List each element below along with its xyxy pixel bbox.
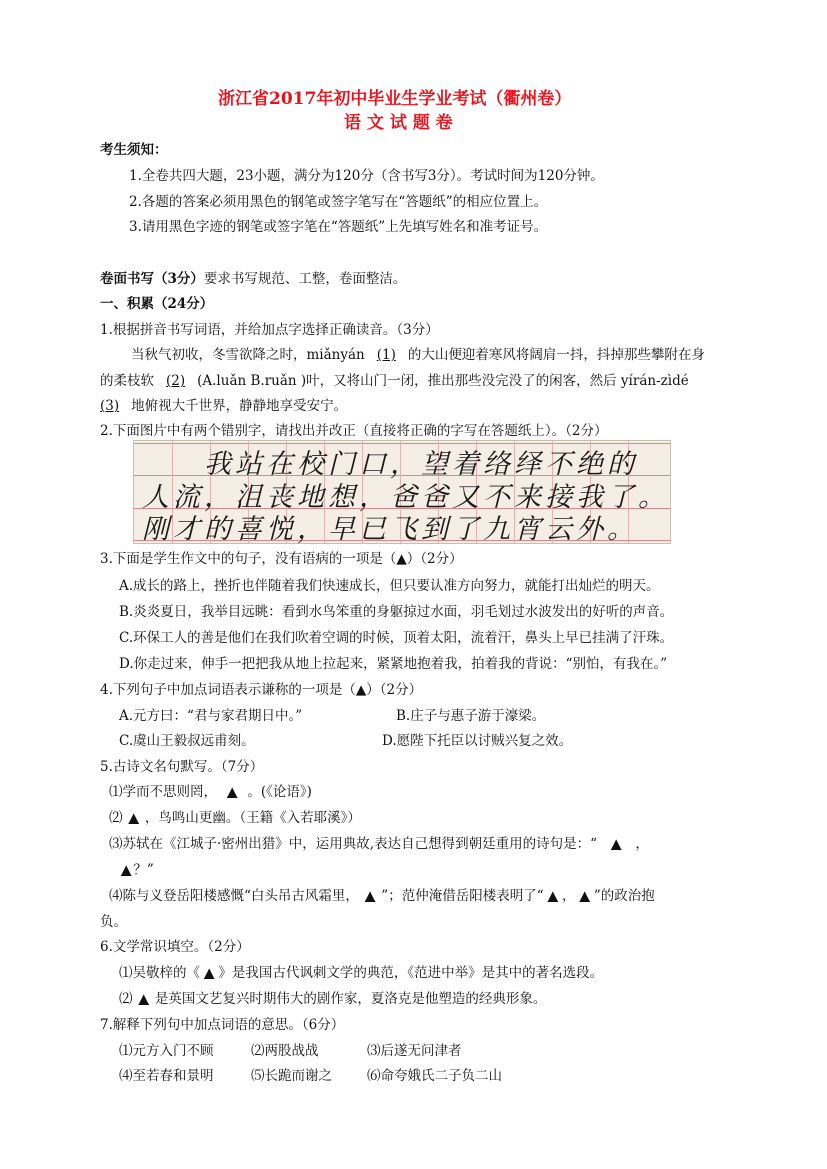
handwriting-line: 人流，沮丧地想，爸爸又不来接我了。: [142, 482, 669, 513]
notice-item: 3.请用黑色字迹的钢笔或签字笔在“答题纸”上先填写姓名和准考证号。: [129, 219, 548, 235]
writing-label: 卷面书写（3分）: [100, 271, 204, 287]
choice-option: A.成长的路上，挫折也伴随着我们快速成长，但只要认准方向努力，就能打出灿烂的明天。: [119, 578, 660, 594]
answer-blank: ▲: [610, 836, 622, 852]
question-stem: 2.下面图片中有两个错别字，请找出并改正（直接将正确的字写在答题纸上）。（2分）: [100, 423, 608, 439]
q1-line: 当秋气初收，冬雪欲降之时，miǎnyán (1) 的大山便迎着寒风将阔肩一抖，抖掉那些攀附在身: [131, 347, 705, 363]
answer-blank: ▲: [364, 888, 376, 904]
choice-option: C.环保工人的善是他们在我们吹着空调的时候，顶着太阳，流着汗，鼻头上早已挂满了汗珠。: [119, 630, 674, 646]
q6-item: ⑴吴敬梓的《 ▲ 》是我国古代讽刺文学的典范，《范进中举》是其中的著名选段。: [119, 965, 604, 981]
q5-item: ⑷陈与义登岳阳楼感慨“白头吊古风霜里， ▲ ”；范仲淹借岳阳楼表明了“ ▲ ， ▲ ”的政治抱: [109, 888, 655, 904]
q5-item: ▲ ？”: [121, 862, 154, 878]
answer-blank: ▲: [547, 888, 558, 904]
q7-item: ⑸长跪而谢之: [251, 1068, 332, 1084]
answer-blank: ▲: [227, 784, 238, 800]
choice-option: C.虞山王毅叔远甫刻。: [119, 733, 255, 749]
question-stem: 3.下面是学生作文中的句子，没有语病的一项是（▲）（2分）: [100, 551, 463, 567]
answer-blank: (2): [166, 373, 186, 389]
answer-blank: ▲: [204, 965, 215, 981]
question-stem: 4.下列句子中加点词语表示谦称的一项是（▲）（2分）: [100, 682, 423, 698]
q1-line: (3) 地俯视大千世界，静静地享受安宁。: [100, 398, 348, 414]
q5-item: ⑵ ▲ ，鸟鸣山更幽。（王籍《入若耶溪》）: [109, 810, 361, 826]
answer-blank: ▲: [138, 991, 149, 1007]
q7-item: ⑶后遂无问津者: [367, 1043, 462, 1059]
q7-item: ⑹命夸娥氏二子负二山: [367, 1068, 502, 1084]
choice-option: D.你走过来，伸手一把把我从地上拉起来，紧紧地抱着我，拍着我的背说：“别怕，有我在。”: [119, 656, 668, 672]
handwriting-line: 刚才的喜悦，早已飞到了九宵云外。: [142, 514, 638, 544]
writing-requirement: [100, 267, 406, 287]
choice-option: B.炎炎夏日，我举目远眺：看到水鸟笨重的身躯掠过水面，羽毛划过水波发出的好听的声音。: [119, 604, 674, 620]
question-stem: 1.根据拼音书写词语，并给加点字选择正确读音。（3分）: [100, 322, 439, 338]
choice-option: D.愿陛下托臣以讨贼兴复之效。: [382, 733, 573, 749]
choice-option: B.庄子与惠子游于濠梁。: [396, 708, 546, 724]
q1-line: 的柔枝软 (2) (A.luǎn B.ruǎn )叶，又将山门一闭，推出那些没完没了的闲客，然后 yírán-zìdé: [100, 373, 689, 389]
q5-item: ⑶苏轼在《江城子·密州出猎》中，运用典故,表达自己想得到朝廷重用的诗句是：“ ▲ ，: [109, 836, 649, 852]
question-stem: 6.文学常识填空。（2分）: [100, 939, 250, 955]
choice-option: A.元方曰：“君与家君期日中。”: [119, 708, 303, 724]
exam-title: 浙江省2017年初中毕业生学业考试（衢州卷）: [218, 89, 572, 109]
q7-item: ⑵两股战战: [251, 1043, 319, 1059]
section-heading: 一、积累（24分）: [100, 296, 214, 312]
question-stem: 7.解释下列句中加点词语的意思。（6分）: [100, 1017, 345, 1033]
q7-item: ⑴元方入门不顾: [119, 1043, 214, 1059]
answer-blank: (3): [100, 398, 120, 414]
question-stem: 5.古诗文名句默写。（7分）: [100, 759, 264, 775]
notice-heading: 考生须知：: [100, 142, 168, 158]
q6-item: ⑵ ▲ 是英国文艺复兴时期伟大的剧作家，夏洛克是他塑造的经典形象。: [119, 991, 547, 1007]
answer-blank: ▲: [128, 810, 139, 826]
handwriting-line: 我站在校门口，望着络绎不绝的: [204, 449, 638, 480]
writing-text: 要求书写规范、工整，卷面整洁。: [203, 271, 407, 287]
q5-item: 负。: [100, 914, 127, 930]
exam-subtitle: 语 文 试 题 卷: [344, 113, 453, 133]
q5-item: ⑴学而不思则罔， ▲ 。(《论语》): [109, 784, 312, 800]
answer-blank: ▲: [121, 862, 132, 878]
q7-item: ⑷至若春和景明: [119, 1068, 214, 1084]
handwriting-image: [133, 440, 671, 544]
notice-item: 1.全卷共四大题，23小题，满分为120分（含书写3分）。考试时间为120分钟。: [129, 168, 604, 184]
notice-item: 2.各题的答案必须用黑色的钢笔或签字笔写在“答题纸”的相应位置上。: [129, 194, 548, 210]
answer-blank: ▲: [579, 888, 590, 904]
answer-blank: (1): [376, 347, 396, 363]
